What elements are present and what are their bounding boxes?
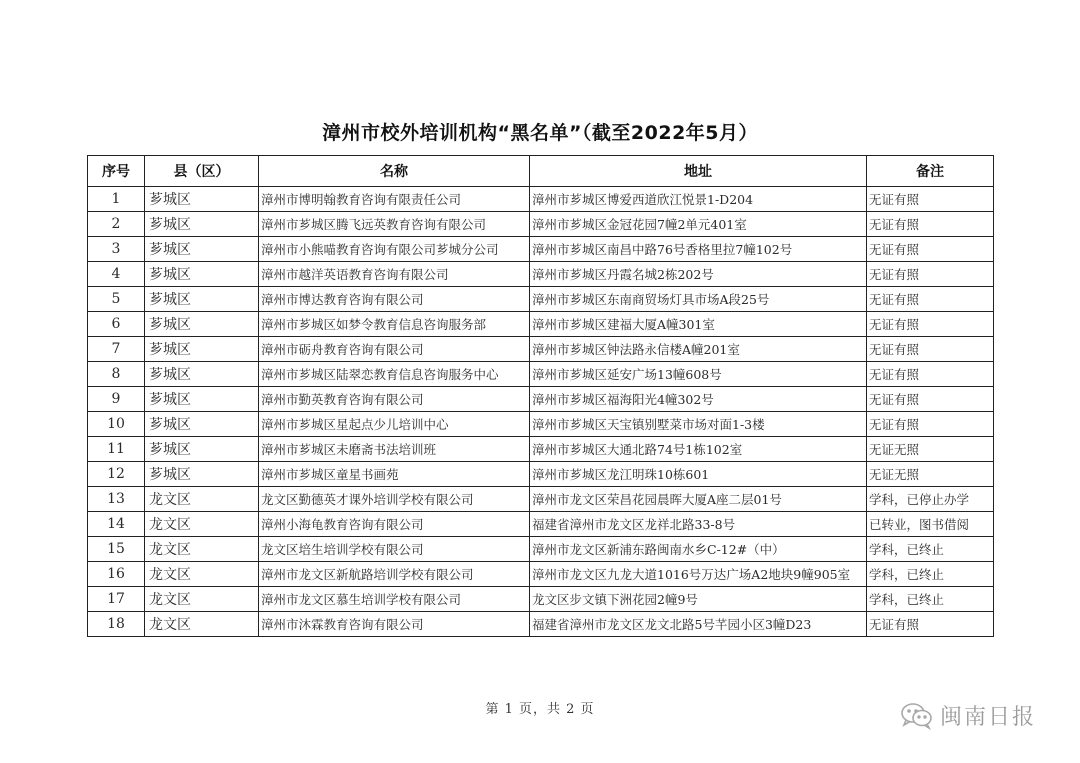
table-row: [88, 437, 994, 462]
cell-address: 漳州市芗城区东南商贸场灯具市场A段25号: [530, 287, 867, 312]
cell-address: 漳州市龙文区荣昌花园晨晖大厦A座二层01号: [530, 487, 867, 512]
cell-county: 龙文区: [145, 487, 259, 512]
cell-name: 漳州市芗城区如梦令教育信息咨询服务部: [259, 312, 530, 337]
cell-name: 漳州市芗城区童星书画苑: [259, 462, 530, 487]
cell-serial-no: 18: [88, 612, 145, 637]
cell-name: 漳州市沐霖教育咨询有限公司: [259, 612, 530, 637]
cell-address: 福建省漳州市龙文区龙文北路5号芊园小区3幢D23: [530, 612, 867, 637]
cell-serial-no: 5: [88, 287, 145, 312]
cell-address: 漳州市芗城区钟法路永信楼A幢201室: [530, 337, 867, 362]
table-row: [88, 562, 994, 587]
cell-address: 漳州市芗城区天宝镇别墅菜市场对面1-3楼: [530, 412, 867, 437]
cell-note: 无证有照: [867, 612, 994, 637]
table-row: [88, 487, 994, 512]
table-row: [88, 362, 994, 387]
cell-note: 无证有照: [867, 387, 994, 412]
cell-county: 龙文区: [145, 612, 259, 637]
cell-address: 漳州市芗城区博爱西道欣江悦景1-D204: [530, 187, 867, 212]
cell-serial-no: 11: [88, 437, 145, 462]
cell-address: 龙文区步文镇下洲花园2幢9号: [530, 587, 867, 612]
cell-county: 芗城区: [145, 262, 259, 287]
cell-serial-no: 3: [88, 237, 145, 262]
watermark: [900, 700, 1036, 731]
table-row: [88, 462, 994, 487]
cell-note: 学科，已停止办学: [867, 487, 994, 512]
cell-serial-no: 6: [88, 312, 145, 337]
header-address: 地址: [530, 156, 867, 187]
cell-county: 芗城区: [145, 462, 259, 487]
cell-county: 龙文区: [145, 562, 259, 587]
header-name: 名称: [259, 156, 530, 187]
cell-address: 漳州市芗城区龙江明珠10栋601: [530, 462, 867, 487]
cell-name: 漳州市博明翰教育咨询有限责任公司: [259, 187, 530, 212]
cell-county: 芗城区: [145, 187, 259, 212]
cell-name: 漳州小海龟教育咨询有限公司: [259, 512, 530, 537]
cell-serial-no: 9: [88, 387, 145, 412]
cell-name: 龙文区勤德英才课外培训学校有限公司: [259, 487, 530, 512]
cell-note: 无证有照: [867, 362, 994, 387]
cell-note: 学科，已终止: [867, 562, 994, 587]
cell-serial-no: 16: [88, 562, 145, 587]
cell-address: 漳州市芗城区金冠花园7幢2单元401室: [530, 212, 867, 237]
cell-serial-no: 7: [88, 337, 145, 362]
table-row: [88, 262, 994, 287]
cell-name: 漳州市芗城区陆翠恋教育信息咨询服务中心: [259, 362, 530, 387]
cell-address: 漳州市芗城区建福大厦A幢301室: [530, 312, 867, 337]
header-county: 县（区）: [145, 156, 259, 187]
cell-note: 无证有照: [867, 212, 994, 237]
table-row: [88, 212, 994, 237]
cell-note: 已转业，图书借阅: [867, 512, 994, 537]
cell-note: 无证有照: [867, 262, 994, 287]
cell-note: 无证有照: [867, 287, 994, 312]
cell-address: 漳州市龙文区九龙大道1016号万达广场A2地块9幢905室: [530, 562, 867, 587]
page-footer: 第 1 页，共 2 页: [485, 702, 595, 717]
cell-serial-no: 13: [88, 487, 145, 512]
cell-note: 无证有照: [867, 412, 994, 437]
table-row: [88, 412, 994, 437]
table-row: [88, 337, 994, 362]
cell-county: 芗城区: [145, 387, 259, 412]
table-row: [88, 287, 994, 312]
cell-county: 龙文区: [145, 537, 259, 562]
table-row: [88, 187, 994, 212]
cell-name: 漳州市小熊喵教育咨询有限公司芗城分公司: [259, 237, 530, 262]
cell-address: 漳州市龙文区新浦东路闽南水乡C-12#（中）: [530, 537, 867, 562]
wechat-icon: [900, 702, 934, 730]
cell-county: 芗城区: [145, 312, 259, 337]
table-header-row: [88, 156, 994, 187]
table-row: [88, 387, 994, 412]
cell-note: 无证有照: [867, 187, 994, 212]
cell-note: 无证有照: [867, 337, 994, 362]
cell-serial-no: 8: [88, 362, 145, 387]
cell-address: 漳州市芗城区延安广场13幢608号: [530, 362, 867, 387]
cell-address: 漳州市芗城区丹霞名城2栋202号: [530, 262, 867, 287]
table-row: [88, 612, 994, 637]
cell-serial-no: 4: [88, 262, 145, 287]
cell-name: 漳州市砺舟教育咨询有限公司: [259, 337, 530, 362]
cell-address: 漳州市芗城区大通北路74号1栋102室: [530, 437, 867, 462]
cell-serial-no: 17: [88, 587, 145, 612]
cell-address: 漳州市芗城区南昌中路76号香格里拉7幢102号: [530, 237, 867, 262]
cell-county: 芗城区: [145, 287, 259, 312]
header-note: 备注: [867, 156, 994, 187]
cell-serial-no: 12: [88, 462, 145, 487]
cell-county: 芗城区: [145, 437, 259, 462]
cell-note: 无证有照: [867, 237, 994, 262]
cell-county: 芗城区: [145, 337, 259, 362]
cell-name: 漳州市芗城区未磨斋书法培训班: [259, 437, 530, 462]
cell-county: 龙文区: [145, 587, 259, 612]
cell-name: 漳州市芗城区星起点少儿培训中心: [259, 412, 530, 437]
cell-note: 无证无照: [867, 462, 994, 487]
cell-note: 学科，已终止: [867, 587, 994, 612]
table-body: [88, 187, 994, 637]
cell-address: 漳州市芗城区福海阳光4幢302号: [530, 387, 867, 412]
cell-name: 漳州市芗城区腾飞远英教育咨询有限公司: [259, 212, 530, 237]
cell-address: 福建省漳州市龙文区龙祥北路33-8号: [530, 512, 867, 537]
cell-serial-no: 14: [88, 512, 145, 537]
cell-serial-no: 10: [88, 412, 145, 437]
cell-serial-no: 2: [88, 212, 145, 237]
cell-name: 漳州市龙文区新航路培训学校有限公司: [259, 562, 530, 587]
cell-county: 芗城区: [145, 362, 259, 387]
cell-name: 漳州市勤英教育咨询有限公司: [259, 387, 530, 412]
cell-county: 龙文区: [145, 512, 259, 537]
watermark-text: 闽南日报: [940, 705, 1037, 730]
cell-name: 漳州市越洋英语教育咨询有限公司: [259, 262, 530, 287]
cell-county: 芗城区: [145, 212, 259, 237]
cell-name: 漳州市博达教育咨询有限公司: [259, 287, 530, 312]
cell-note: 无证无照: [867, 437, 994, 462]
table-row: [88, 537, 994, 562]
cell-note: 无证有照: [867, 312, 994, 337]
cell-name: 龙文区培生培训学校有限公司: [259, 537, 530, 562]
page-title: 漳州市校外培训机构“黑名单”（截至2022年5月）: [321, 122, 759, 144]
cell-county: 芗城区: [145, 412, 259, 437]
header-serial-no: 序号: [88, 156, 145, 187]
cell-serial-no: 1: [88, 187, 145, 212]
table-row: [88, 512, 994, 537]
cell-serial-no: 15: [88, 537, 145, 562]
table-row: [88, 237, 994, 262]
blacklist-table: [87, 155, 994, 637]
table-row: [88, 587, 994, 612]
cell-note: 学科，已终止: [867, 537, 994, 562]
cell-county: 芗城区: [145, 237, 259, 262]
cell-name: 漳州市龙文区慕生培训学校有限公司: [259, 587, 530, 612]
table-row: [88, 312, 994, 337]
